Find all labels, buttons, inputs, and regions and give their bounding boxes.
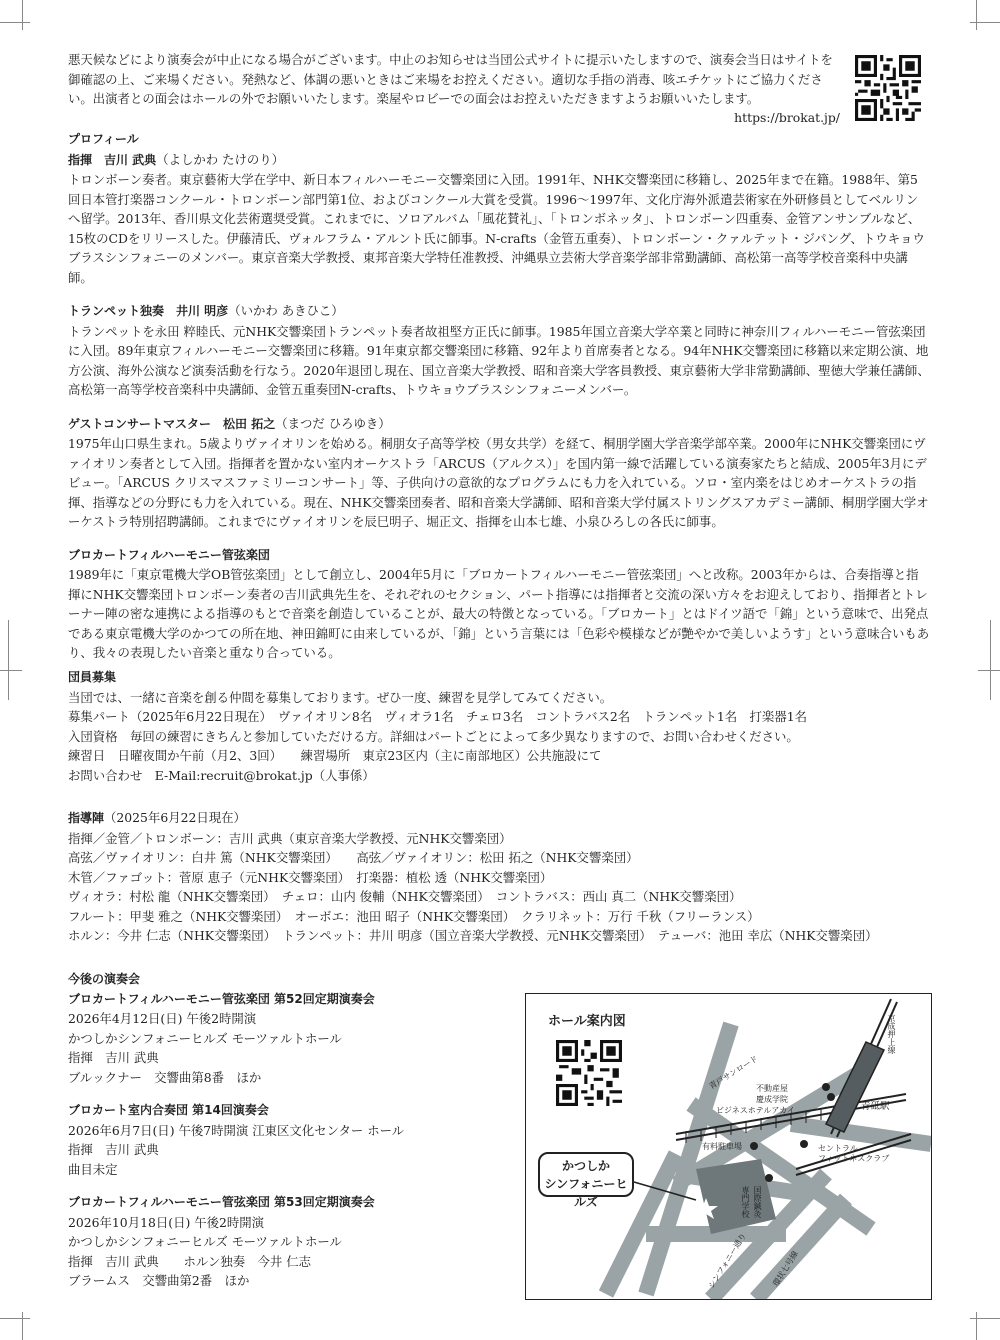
instructors-section <box>68 808 930 946</box>
concert-venue: かつしかシンフォニーヒルズ モーツァルトホール <box>68 1030 342 1046</box>
map-label-keisei-gakuin: 慶成学院 <box>756 1095 788 1104</box>
crop-mark <box>970 22 1000 23</box>
map-label-hotel: ビジネスホテルアカイ <box>716 1106 796 1115</box>
concert-program: 曲目未定 <box>68 1161 118 1177</box>
concertmaster-bio: 1975年山口県生まれ。5歳よりヴァイオリンを始める。桐朋女子高等学校（男女共学）を経て、桐朋学園大学音楽学部卒業。2000年にNHK交響楽団にヴァイオリン奏者として入団。指揮者を置かない室内オーケストラ「ARCUS（アルクス）」を国内第一線で活躍している演奏家たちと結成、2005年3月にデビュー。「ARCUS クリスマスファミリーコンサート」等、子供向けの意欲的なプログラムにも力を入れている。ソロ・室内楽をはじめオーケストラの指揮、指導などの分野にも力を入れている。現在、NHK交響楽団奏者、昭和音楽大学講師、昭和音楽大学付属ストリングスアカデミー講師、桐朋学園大学オーケストラ特別招聘講師。これまでにヴァイオリンを辰巳明子、堀正文、指揮を山本七雄、小泉ひろしの各氏に師事。 <box>68 436 929 529</box>
qr-code-icon[interactable] <box>855 55 921 121</box>
concert-title: ブロカートフィルハーモニー管弦楽団 第52回定期演奏会 <box>68 991 375 1006</box>
concert-conductor: 指揮 吉川 武典 ホルン独奏 今井 仁志 <box>68 1253 311 1269</box>
conductor-reading: （よしかわ たけのり） <box>156 151 285 167</box>
recruit-line: 練習日 日曜夜間か午前（月2、3回） 練習場所 東京23区内（主に南部地区）公共施設にて <box>68 748 602 763</box>
recruit-contact[interactable]: お問い合わせ E-Mail:recruit@brokat.jp（人事係） <box>68 767 375 783</box>
crop-mark <box>22 1312 23 1340</box>
instructor-line: ホルン：今井 仁志（NHK交響楽団） トランペット：井川 明彦（国立音楽大学教授、元NHK交響楽団） テューバ：池田 幸広（NHK交響楽団） <box>68 928 878 943</box>
orchestra-bio: 1989年に「東京電機大学OB管弦楽団」として創立し、2004年5月に「ブロカートフィルハーモニー管弦楽団」へと改称。2003年からは、合奏指導と指揮にNHK交響楽団トロンボーン奏者の吉川武典先生を、それぞれのセクション、パート指導には指揮者と交流の深い方々をお迎えしており、指揮者とトレーナー陣の密な連携による指導のもとで音楽を創造していることが、最大の特徴となっている。「ブロカート」とはドイツ語で「錦」という意味で、出発点である東京電機大学のかつての所在地、神田錦町に由来しているが、「錦」という言葉には「色彩や模様などが艶やかで美しいようす」という意味合いもあり、我々の表現したい音楽と重なり合っている。 <box>68 567 930 660</box>
crop-mark <box>978 670 1000 671</box>
crop-mark <box>970 1318 1000 1319</box>
crop-mark <box>0 1318 30 1319</box>
orchestra-title: ブロカートフィルハーモニー管弦楽団 <box>68 547 270 562</box>
hall-map <box>525 993 932 1300</box>
concert-date: 2026年6月7日(日) 午後7時開演 江東区文化センター ホール <box>68 1122 405 1138</box>
conductor-bio: トロンボーン奏者。東京藝術大学在学中、新日本フィルハーモニー交響楽団に入団。1991年、NHK交響楽団に移籍し、2025年まで在籍。1988年、第5回日本管打楽器コンクール・トロンボーン部門第1位、およびコンクール大賞を受賞。1996〜1997年、文化庁海外派遣芸術家在外研修員としてベルリンへ留学。2013年、香川県文化芸術選奨受賞。これまでに、ソロアルバム「風花賛礼」、「トロンボネッタ」、トロンボーン四重奏、金管アンサンブルなど、15枚のCDをリリースした。伊藤清氏、ヴォルフラム・アルント氏に師事。N-crafts（金管五重奏）、トロンボーン・クァルテット・ジパング、トウキョウブラスシンフォニーのメンバー。東京音楽大学教授、東邦音楽大学特任准教授、沖縄県立芸術大学音楽学部非常勤講師、高松第一高等学校音楽科中央講師。 <box>68 172 925 285</box>
recruit-line: 募集パート（2025年6月22日現在） ヴァイオリン8名 ヴィオラ1名 チェロ3名 コントラバス2名 トランペット1名 打楽器1名 <box>68 709 807 724</box>
instructors-heading: 指導陣 <box>68 811 105 825</box>
crop-mark <box>976 1312 977 1340</box>
instructor-line: 指揮／金管／トロンボーン：吉川 武典（東京音楽大学教授、元NHK交響楽団） <box>68 830 512 846</box>
trumpet-reading: （いかわ あきひこ） <box>228 303 344 318</box>
site-url[interactable]: https://brokat.jp/ <box>734 110 840 125</box>
map-label-fitness: フィットネスクラブ <box>818 1154 890 1163</box>
concert-conductor: 指揮 吉川 武典 <box>68 1050 159 1065</box>
map-label-kokusai: 国際鍼灸 <box>753 1186 762 1218</box>
trumpet-bio: トランペットを永田 粹睦氏、元NHK交響楽団トランペット奏者故祖堅方正氏に師事。1985年国立音楽大学卒業と同時に神奈川フィルハーモニー管弦楽団に入団。89年東京フィルハーモニー交響楽団に移籍。91年東京都交響楽団に移籍、92年より首席奏者となる。94年NHK交響楽団に移籍以来定期公演、地方公演、海外公演など演奏活動を行なう。2020年退団し現在、国立音楽大学教授、昭和音楽大学客員教授、東京藝術大学非常勤講師、聖徳大学兼任講師、高松第一高等学校音楽科中央講師、金管五重奏団N-crafts、トウキョウブラスシンフォニーメンバー。 <box>68 323 930 397</box>
concert-venue: かつしかシンフォニーヒルズ モーツァルトホール <box>68 1234 342 1249</box>
instructor-line: フルート：甲斐 雅之（NHK交響楽団） オーボエ：池田 昭子（NHK交響楽団） クラリネット：万行 千秋（フリーランス） <box>68 908 760 924</box>
map-label-aoto-road: 青戸サンロード <box>707 1054 760 1092</box>
notice-text: 悪天候などにより演奏会が中止になる場合がございます。中止のお知らせは当団公式サイトに提示いたしますので、演奏会当日はサイトを御確認の上、ご来場ください。発熱など、体調の悪いときはご来場をお控えください。適切な手指の消毒、咳エチケットにご協力ください。出演者との面会はホールの外でお願いいたします。楽屋やロビーでの面会はお控えいただきますようお願いいたします。 <box>68 52 833 106</box>
map-label-keisei-line: 京成押上線 <box>887 1014 896 1054</box>
map-label-kanpachi: 環状七号線 <box>771 1249 800 1289</box>
concert-program: ブラームス 交響曲第2番 ほか <box>68 1273 250 1288</box>
recruit-line: 当団では、一緒に音楽を創る仲間を募集しております。ぜひ一度、練習を見学してみてください。 <box>68 689 613 705</box>
crop-mark <box>976 0 977 30</box>
recruit-section <box>68 668 930 785</box>
concert-date: 2026年4月12日(日) 午後2時開演 <box>68 1011 257 1026</box>
map-label-realty: 不動産屋 <box>756 1084 788 1093</box>
crop-mark <box>22 0 23 30</box>
concerts-section <box>68 970 518 1291</box>
instructor-line: 高弦／ヴァイオリン：白井 篤（NHK交響楽団） 高弦／ヴァイオリン：松田 拓之（NHK交響楽団） <box>68 850 639 865</box>
map-label-central: セントラル <box>818 1144 858 1153</box>
profile-heading: プロフィール <box>68 132 139 146</box>
venue-name-line1: かつしか <box>561 1159 610 1173</box>
concert-date: 2026年10月18日(日) 午後2時開演 <box>68 1214 265 1230</box>
conductor-title: 指揮 吉川 武典 <box>68 152 157 167</box>
concertmaster-title: ゲストコンサートマスター 松田 拓之 <box>68 416 276 431</box>
venue-callout <box>538 1152 634 1209</box>
profile-section <box>68 130 930 663</box>
trumpet-title: トランペット独奏 井川 明彦 <box>68 304 229 318</box>
recruit-line: 入団資格 毎回の練習にきちんと参加していただける方。詳細はパートごとによって多少異なりますので、お問い合わせください。 <box>68 728 799 744</box>
recruit-heading: 団員募集 <box>68 670 117 684</box>
crop-mark <box>990 620 991 700</box>
map-label-kokusai-school: 専門学校 <box>741 1186 750 1218</box>
concert-program: ブルックナー 交響曲第8番 ほか <box>68 1069 262 1085</box>
map-label-parking: 有料駐車場 <box>702 1142 742 1151</box>
instructor-line: 木管／ファゴット：菅原 恵子（元NHK交響楽団） 打楽器：植松 透（NHK交響楽団） <box>68 869 553 885</box>
crop-mark <box>8 620 9 700</box>
concertmaster-reading: （まつだ ひろゆき） <box>275 415 391 431</box>
concerts-heading: 今後の演奏会 <box>68 972 141 986</box>
map-label-symphony-street: シンフォニー通り <box>706 1231 748 1291</box>
concert-title: ブロカートフィルハーモニー管弦楽団 第53回定期演奏会 <box>68 1195 375 1209</box>
map-label-aoto-station: 青砥駅 <box>861 1101 890 1112</box>
venue-name-line2: シンフォニーヒルズ <box>544 1177 628 1209</box>
instructors-date: （2025年6月22日現在） <box>104 810 246 825</box>
instructor-line: ヴィオラ：村松 龍（NHK交響楽団） チェロ：山内 俊輔（NHK交響楽団） コントラバス：西山 真二（NHK交響楽団） <box>68 889 742 904</box>
concert-title: ブロカート室内合奏団 第14回演奏会 <box>68 1103 269 1117</box>
map-qr-code-icon[interactable] <box>556 1040 622 1106</box>
concert-conductor: 指揮 吉川 武典 <box>68 1142 159 1157</box>
crop-mark <box>0 22 30 23</box>
crop-mark <box>0 670 22 671</box>
map-title: ホール案内図 <box>548 1014 626 1029</box>
